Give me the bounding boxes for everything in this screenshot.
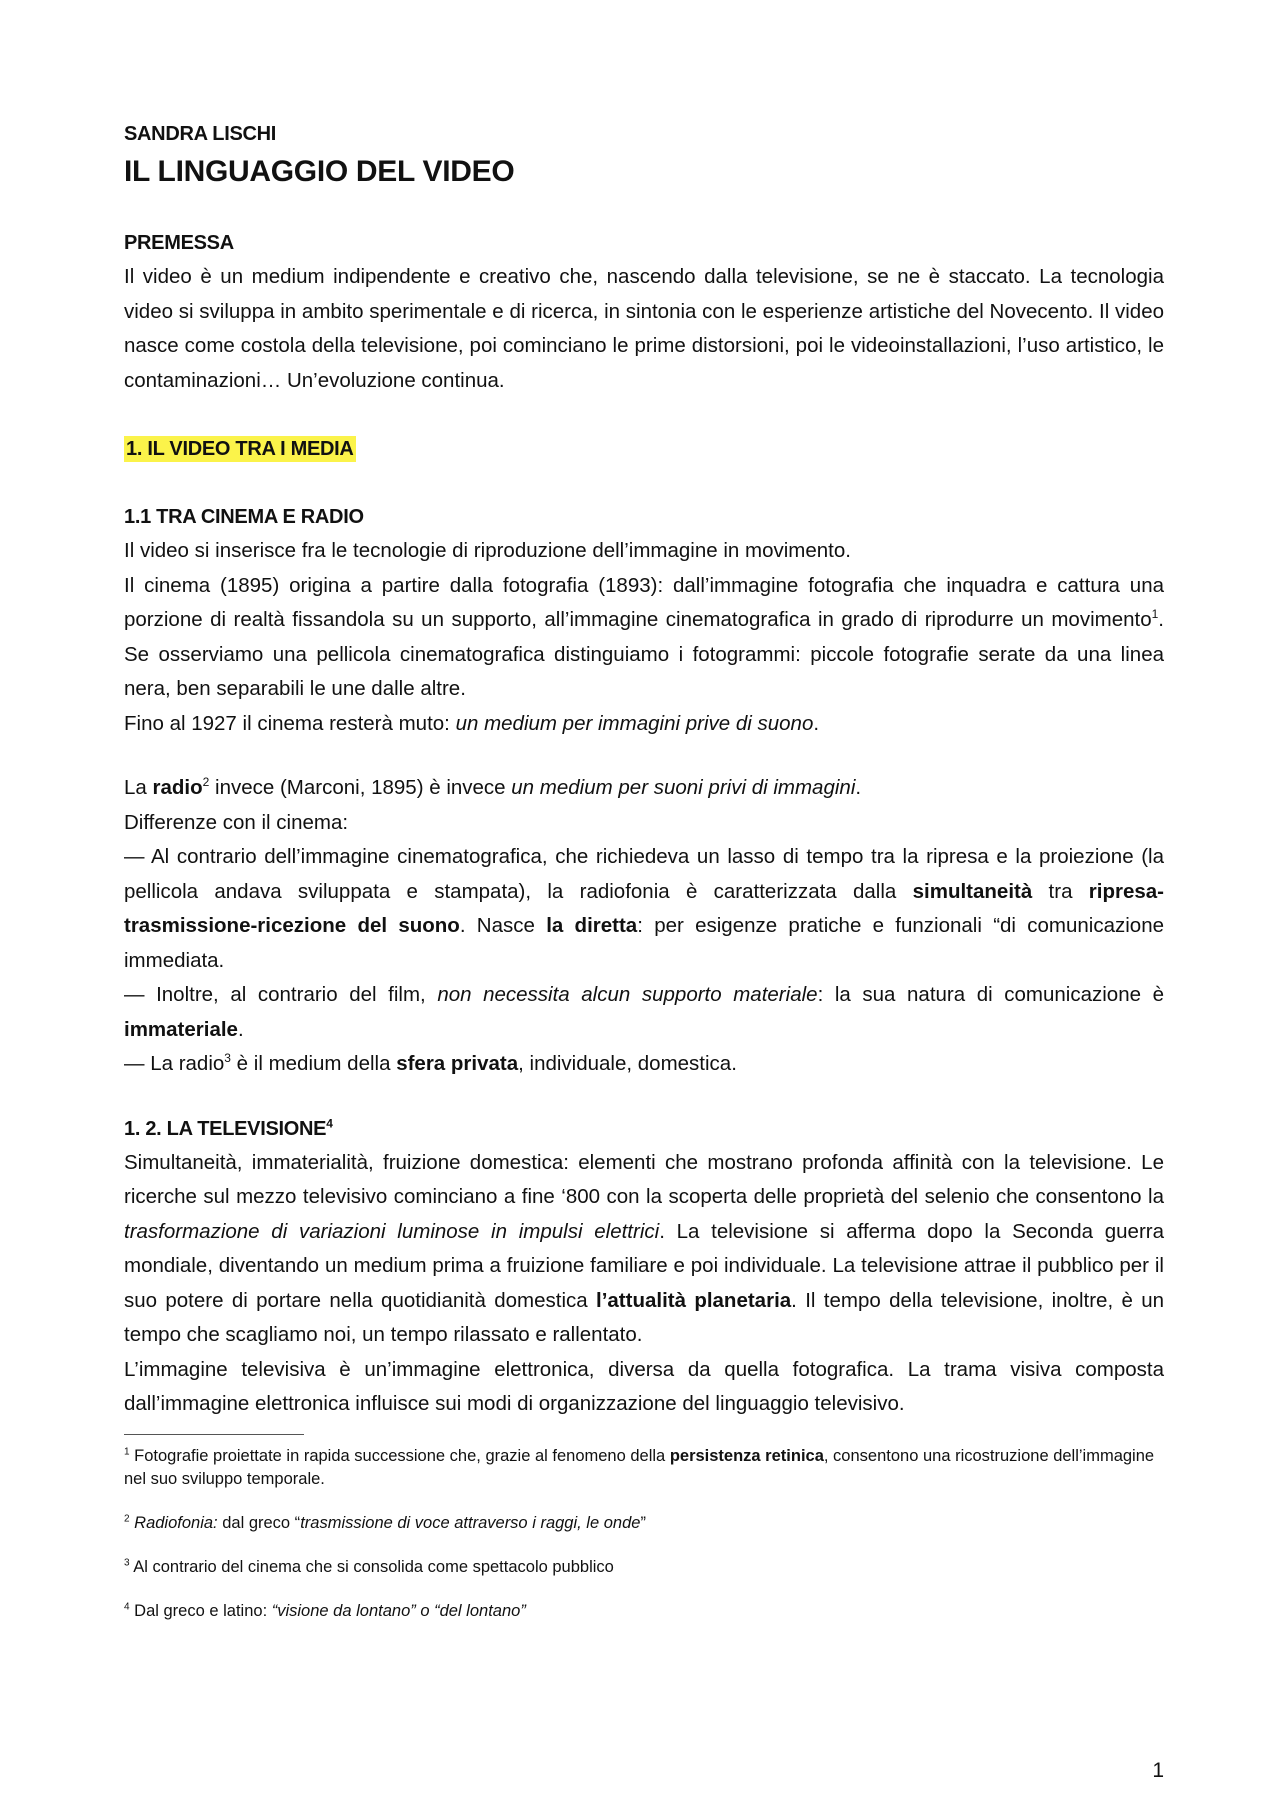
author-name: SANDRA LISCHI bbox=[124, 123, 277, 145]
radio-paragraph: La radio$^2$ invece (Marconi, 1895) è invece un medium per suoni privi di immagini. bbox=[124, 775, 862, 799]
televisione-paragraph: Simultaneità, immaterialità, fruizione domestica: elementi che mostrano profonda affinità con la televisione. Le ricerche sul mezzo televisivo cominciano a fine ‘800 con la scoperta delle proprietà del selenio che consentono la trasformazione di variazioni luminose in impulsi elettrici. La televisione si afferma dopo la Seconda guerra mondiale, diventando un medium prima a fruizione familiare e poi individuale. La televisione attrae il pubblico per il suo potere di portare nella quotidianità domestica l’attualità planetaria. Il tempo della televisione, inoltre, è un tempo che scagliamo noi, un tempo rilassato e rallentato. bbox=[124, 1150, 1165, 1346]
footnote-ref-2: 2 bbox=[202, 775, 210, 790]
cinema-radio-intro: Il video si inserisce fra le tecnologie di riproduzione dell’immagine in movimento. bbox=[124, 539, 851, 562]
page-number: 1 bbox=[1152, 1759, 1164, 1782]
differenze-label: Differenze con il cinema: bbox=[124, 810, 349, 834]
difference-item-private: — La radio$^3$ è il medium della sfera privata, individuale, domestica. bbox=[124, 1051, 737, 1075]
cinema-muto-paragraph: Fino al 1927 il cinema resterà muto: un medium per immagini prive di suono. bbox=[124, 711, 820, 735]
premessa-paragraph: Il video è un medium indipendente e creativo che, nascendo dalla televisione, se ne è staccato. La tecnologia video si sviluppa in ambito sperimentale e di ricerca, in sintonia con le esperienze artistiche del Novecento. Il video nasce come costola della televisione, poi cominciano le prime distorsioni, poi le videoinstallazioni, l’uso artistico, le contaminazioni… Un’evoluzione continua. bbox=[124, 265, 1164, 392]
premessa-heading: PREMESSA bbox=[124, 232, 234, 254]
footnote-2: $^2$ Radiofonia: dal greco “trasmissione di voce attraverso i raggi, le onde” bbox=[124, 1513, 646, 1532]
footnote-3: $^3$ Al contrario del cinema che si consolida come spettacolo pubblico bbox=[124, 1557, 614, 1576]
difference-item-immaterial: — Inoltre, al contrario del film, non necessita alcun supporto materiale: la sua natura di comunicazione è immateriale. bbox=[124, 983, 1164, 1041]
immagine-televisiva-paragraph: L’immagine televisiva è un’immagine elettronica, diversa da quella fotografica. La trama visiva composta dall’immagine elettronica influisce sui modi di organizzazione del linguaggio televisivo. bbox=[124, 1357, 1164, 1415]
page-content bbox=[124, 122, 1164, 1644]
section-1-1-heading: 1.1 TRA CINEMA E RADIO bbox=[124, 506, 364, 528]
footnote-divider bbox=[124, 1434, 304, 1435]
footnote-1: $^1$ Fotografie proiettate in rapida successione che, grazie al fenomeno della persistenza retinica, consentono una ricostruzione dell’immagine nel suo sviluppo temporale. bbox=[124, 1446, 1155, 1488]
section-1-heading bbox=[124, 432, 1164, 466]
section-1-2-heading: 1. 2. LA TELEVISIONE$^4$ bbox=[124, 1115, 333, 1140]
footnote-ref-4: 4 bbox=[326, 1115, 333, 1130]
cinema-paragraph: Il cinema (1895) origina a partire dalla fotografia (1893): dall’immagine fotografia che inquadra e cattura una porzione di realtà fissandola su un supporto, all’immagine cinematografica in grado di riprodurre un movimento$^1$. Se osserviamo una pellicola cinematografica distinguiamo i fotogrammi: piccole fotografie serate da una linea nera, ben separabili le une dalle altre. bbox=[124, 573, 1164, 700]
document-title: IL LINGUAGGIO DEL VIDEO bbox=[124, 155, 515, 188]
footnote-ref-1: 1 bbox=[1151, 607, 1159, 622]
footnote-4: $^4$ Dal greco e latino: “visione da lontano” o “del lontano” bbox=[124, 1601, 526, 1620]
difference-item-simultaneity: — Al contrario dell’immagine cinematografica, che richiedeva un lasso di tempo tra la ripresa e la proiezione (la pellicola andava sviluppata e stampata), la radiofonia è caratterizzata dalla simultaneità tra ripresa-trasmissione-ricezione del suono. Nasce la diretta: per esigenze pratiche e funzionali “di comunicazione immediata. bbox=[124, 845, 1164, 972]
footnote-ref-3: 3 bbox=[224, 1051, 231, 1066]
section-1-highlight: 1. IL VIDEO TRA I MEDIA bbox=[126, 438, 354, 460]
